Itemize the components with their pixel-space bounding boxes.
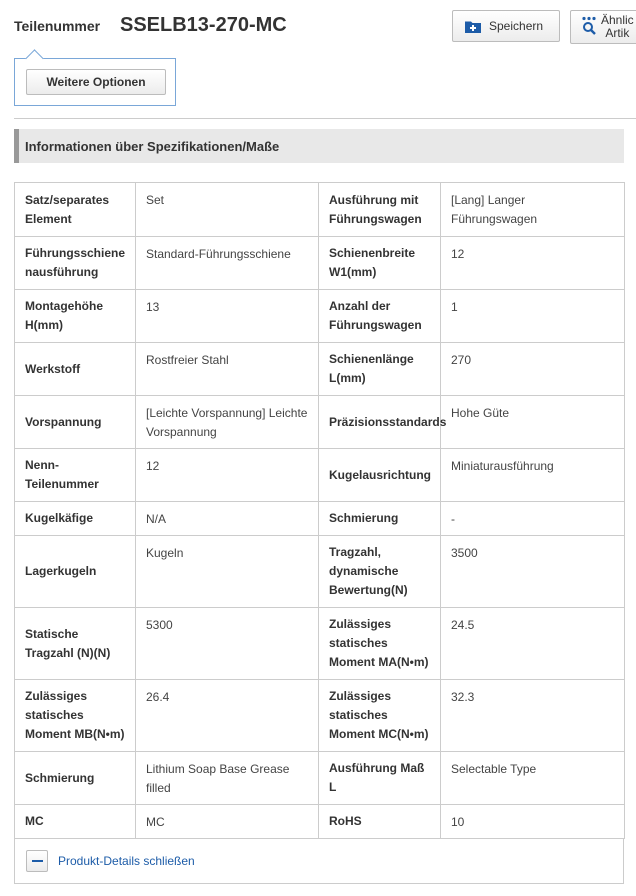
save-button-label: Speichern bbox=[489, 19, 544, 33]
spec-row bbox=[15, 680, 625, 752]
spec-label: Schmierung bbox=[15, 752, 136, 805]
spec-value: Miniaturausführung bbox=[441, 449, 625, 502]
collapse-button[interactable] bbox=[26, 850, 48, 872]
spec-table bbox=[14, 182, 625, 839]
spec-value: Set bbox=[136, 183, 319, 237]
folder-plus-icon bbox=[465, 20, 481, 33]
spec-value: 1 bbox=[441, 290, 625, 343]
spec-label: Vorspannung bbox=[15, 396, 136, 449]
spec-label: Schienenlänge L(mm) bbox=[319, 343, 441, 396]
divider bbox=[14, 118, 636, 119]
spec-label: Zulässiges statisches Moment MB(N•m) bbox=[15, 680, 136, 752]
spec-footer bbox=[14, 838, 624, 884]
spec-row bbox=[15, 237, 625, 290]
spec-value: Hohe Güte bbox=[441, 396, 625, 449]
spec-value: 13 bbox=[136, 290, 319, 343]
spec-value: 26.4 bbox=[136, 680, 319, 752]
spec-label: Statische Tragzahl (N)(N) bbox=[15, 608, 136, 680]
spec-value: Kugeln bbox=[136, 536, 319, 608]
spec-row bbox=[15, 396, 625, 449]
spec-value: 24.5 bbox=[441, 608, 625, 680]
spec-value: 270 bbox=[441, 343, 625, 396]
spec-label: Zulässiges statisches Moment MC(N•m) bbox=[319, 680, 441, 752]
similar-items-label: Ähnlic Artik bbox=[601, 13, 634, 40]
part-number-label: Teilenummer bbox=[14, 18, 101, 34]
section-title: Informationen über Spezifikationen/Maße bbox=[14, 129, 624, 163]
minus-icon bbox=[32, 860, 43, 862]
spec-label: Nenn-Teilenummer bbox=[15, 449, 136, 502]
more-options-button[interactable]: Weitere Optionen bbox=[26, 69, 166, 95]
spec-value: 32.3 bbox=[441, 680, 625, 752]
spec-label: Kugelausrichtung bbox=[319, 449, 441, 502]
part-number-value: SSELB13-270-MC bbox=[120, 14, 287, 36]
spec-value: N/A bbox=[136, 502, 319, 536]
spec-label: Lagerkugeln bbox=[15, 536, 136, 608]
spec-label: Präzisionsstandards bbox=[319, 396, 441, 449]
similar-search-icon bbox=[581, 16, 597, 39]
spec-label: Ausführung Maß L bbox=[319, 752, 441, 805]
spec-value: Selectable Type bbox=[441, 752, 625, 805]
spec-row bbox=[15, 805, 625, 839]
spec-label: Ausführung mit Führungswagen bbox=[319, 183, 441, 237]
spec-value: 5300 bbox=[136, 608, 319, 680]
spec-value: MC bbox=[136, 805, 319, 839]
spec-row bbox=[15, 183, 625, 237]
spec-label: RoHS bbox=[319, 805, 441, 839]
spec-value: Rostfreier Stahl bbox=[136, 343, 319, 396]
spec-label: Satz/separates Element bbox=[15, 183, 136, 237]
spec-row bbox=[15, 608, 625, 680]
spec-value: 12 bbox=[441, 237, 625, 290]
similar-items-button[interactable] bbox=[570, 10, 636, 44]
options-popup bbox=[14, 58, 176, 106]
close-details-link[interactable]: Produkt-Details schließen bbox=[58, 853, 195, 868]
spec-label: MC bbox=[15, 805, 136, 839]
spec-row bbox=[15, 290, 625, 343]
save-button[interactable] bbox=[452, 10, 560, 42]
spec-label: Montagehöhe H(mm) bbox=[15, 290, 136, 343]
spec-label: Zulässiges statisches Moment MA(N•m) bbox=[319, 608, 441, 680]
spec-value: [Lang] Langer Führungswagen bbox=[441, 183, 625, 237]
spec-label: Führungsschiene nausführung bbox=[15, 237, 136, 290]
spec-value: Lithium Soap Base Grease filled bbox=[136, 752, 319, 805]
spec-label: Anzahl der Führungswagen bbox=[319, 290, 441, 343]
page-header bbox=[0, 0, 636, 50]
popup-arrow bbox=[25, 49, 43, 67]
spec-row bbox=[15, 502, 625, 536]
spec-row bbox=[15, 536, 625, 608]
spec-label: Kugelkäfige bbox=[15, 502, 136, 536]
spec-value: Standard-Führungsschiene bbox=[136, 237, 319, 290]
spec-label: Werkstoff bbox=[15, 343, 136, 396]
spec-row bbox=[15, 343, 625, 396]
spec-value: [Leichte Vorspannung] Leichte Vorspannung bbox=[136, 396, 319, 449]
spec-label: Schmierung bbox=[319, 502, 441, 536]
spec-value: 12 bbox=[136, 449, 319, 502]
spec-label: Tragzahl, dynamische Bewertung(N) bbox=[319, 536, 441, 608]
spec-value: 3500 bbox=[441, 536, 625, 608]
spec-row bbox=[15, 449, 625, 502]
spec-label: Schienenbreite W1(mm) bbox=[319, 237, 441, 290]
spec-value: - bbox=[441, 502, 625, 536]
spec-row bbox=[15, 752, 625, 805]
spec-value: 10 bbox=[441, 805, 625, 839]
